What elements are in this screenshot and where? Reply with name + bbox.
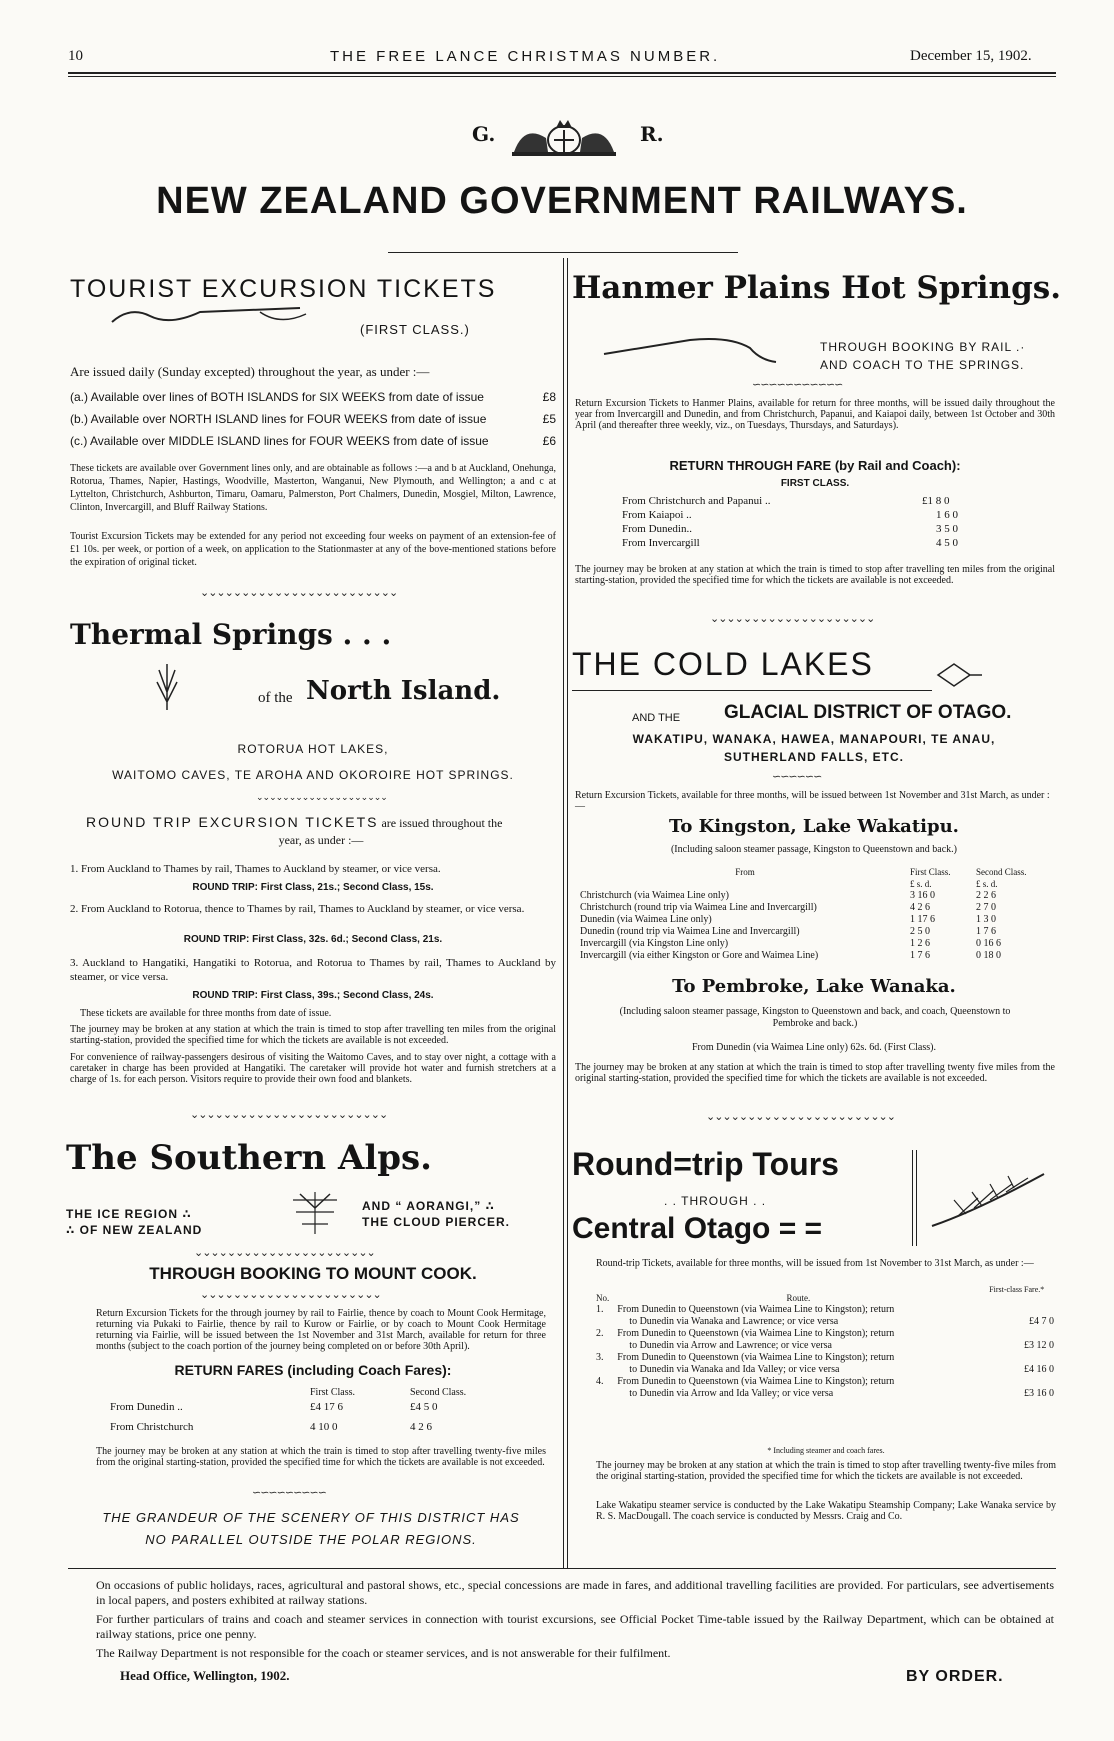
alps-note: The journey may be broken at any station at which the train is timed to stop after travelling twenty-five miles from the original starting-station, provided the specified time for which the tickets are available is not exceeded. [96, 1446, 546, 1468]
zigzag-divider: ⌄⌄⌄⌄⌄⌄⌄⌄⌄⌄⌄⌄⌄⌄⌄⌄⌄⌄⌄⌄⌄⌄⌄⌄ [200, 587, 398, 599]
round-note: The journey may be broken at any station at which the train is timed to stop after travelling twenty-five miles from the original starting-station, provided the specified time for which the tickets are available is not exceeded. [596, 1460, 1056, 1482]
zigzag-divider: ⌄⌄⌄⌄⌄⌄⌄⌄⌄⌄⌄⌄⌄⌄⌄⌄⌄⌄⌄⌄ [710, 613, 875, 625]
alps-fares-table [110, 1386, 520, 1434]
round-footnote: * Including steamer and coach fares. [767, 1446, 885, 1455]
table-row: From Dunedin .. £4 17 6 £4 5 0 [110, 1401, 438, 1413]
table-row: 3. From Dunedin to Queenstown (via Waimea Line to Kingston); return to Dunedin via Wanaka and Ida Valley; or vice versa £4 16 0 [596, 1352, 1054, 1375]
zigzag-divider: ⌄⌄⌄⌄⌄⌄⌄⌄⌄⌄⌄⌄⌄⌄⌄⌄⌄⌄⌄⌄⌄⌄⌄ [706, 1111, 895, 1123]
thermal-note-cottage: For convenience of railway-passengers desirous of visiting the Waitomo Caves, and to stay over night, a cottage with a caretaker in charge has been provided at Hangatiki. The caretaker will provide hot water and furnish stretchers at a charge of 1s. for each person. Visitors require to provide their own food and blankets. [70, 1052, 556, 1085]
tourist-item: (b.) Available over NORTH ISLAND lines for FOUR WEEKS from date of issue £5 [70, 412, 556, 426]
thermal-title: Thermal Springs . . . [70, 618, 392, 651]
hanmer-title: Hanmer Plains Hot Springs. [572, 270, 1062, 306]
tourist-intro: Are issued daily (Sunday excepted) throughout the year, as under :— [70, 364, 430, 379]
round-trip-table [596, 1284, 1054, 1400]
table-row: From Christchurch and Papanui .. £1 8 0 [622, 495, 950, 507]
thermal-of-the: of the [258, 690, 293, 706]
table-row: Invercargill (via either Kingston or Gore and Waimea Line) 1 7 6 0 18 0 [580, 950, 1001, 961]
round-title-2: Central Otago = = [572, 1212, 823, 1245]
wave-ornament: ∽∽∽∽∽∽ [772, 771, 822, 783]
table-row: From Kaiapoi .. 1 6 0 [622, 509, 958, 521]
grandeur-line2: NO PARALLEL OUTSIDE THE POLAR REGIONS. [145, 1532, 477, 1547]
by-order: BY ORDER. [906, 1668, 1004, 1685]
title-rule [572, 690, 932, 691]
page-number: 10 [68, 48, 83, 64]
round-intro: Round-trip Tickets, available for three months, will be issued from 1st November to 31st March, as under :— [596, 1258, 1034, 1269]
table-row: 4. From Dunedin to Queenstown (via Waimea Line to Kingston); return to Dunedin via Arrow and Ida Valley; or vice versa £3 16 0 [596, 1376, 1054, 1399]
flourish-icon [154, 662, 180, 717]
kingston-fare-table [580, 866, 1050, 962]
table-row: First Class. Second Class. [310, 1387, 467, 1398]
footer-rule [68, 1568, 1056, 1569]
wave-ornament: ∽∽∽∽∽∽∽∽∽∽∽ [752, 379, 843, 391]
hanmer-fare-table [622, 494, 1022, 550]
alps-fares-title: RETURN FARES (including Coach Fares): [174, 1362, 452, 1378]
round-through: . . THROUGH . . [664, 1194, 767, 1208]
tourist-note-extension: Tourist Excursion Tickets may be extended for any period not exceeding four weeks on payment of an extension-fee of £1 10s. per week, or portion of a week, on application to the Stationmaster at any of the bove-mentioned stations before the expiration of original ticket. [70, 531, 556, 568]
table-row: 2. From Dunedin to Queenstown (via Waimea Line to Kingston); return to Dunedin via Arrow and Lawrence; or vice versa £3 12 0 [596, 1328, 1054, 1351]
cold-and-the: AND THE [632, 712, 681, 724]
thermal-line2: WAITOMO CAVES, TE AROHA AND OKOROIRE HOT SPRINGS. [112, 768, 514, 782]
table-row: 1. From Dunedin to Queenstown (via Waimea Line to Kingston); return to Dunedin via Wanaka and Lawrence; or vice versa £4 7 0 [596, 1304, 1054, 1327]
route-3-fare: ROUND TRIP: First Class, 39s.; Second Class, 24s. [192, 990, 434, 1001]
head-office: Head Office, Wellington, 1902. [120, 1668, 290, 1683]
header-rule [68, 72, 1056, 74]
dot-ornament: ⌄⌄⌄⌄⌄⌄⌄⌄⌄⌄⌄⌄⌄⌄⌄⌄⌄⌄⌄⌄ [256, 792, 387, 802]
steamer-note: Lake Wakatipu steamer service is conducted by the Lake Wakatipu Steamship Company; Lake Wanaka service by R. S. MacDougall. The coach service is conducted by Messrs. Craig and Co. [596, 1500, 1056, 1522]
hanmer-first-class: FIRST CLASS. [780, 478, 850, 489]
zigzag-divider: ⌄⌄⌄⌄⌄⌄⌄⌄⌄⌄⌄⌄⌄⌄⌄⌄⌄⌄⌄⌄⌄⌄ [200, 1289, 381, 1301]
hanmer-subtitle: THROUGH BOOKING BY RAIL .· AND COACH TO THE SPRINGS. [820, 340, 1026, 372]
tourist-class: (FIRST CLASS.) [360, 322, 470, 337]
kingston-including: (Including saloon steamer passage, Kingston to Queenstown and back.) [670, 844, 958, 855]
alps-title: The Southern Alps. [66, 1138, 433, 1178]
alps-right-tag: AND “ AORANGI,” ∴ THE CLOUD PIERCER. [362, 1199, 511, 1229]
kingston-heading: To Kingston, Lake Wakatipu. [669, 816, 959, 837]
mountain-ornament-icon [288, 1190, 342, 1241]
header-rule-thin [68, 76, 1056, 77]
table-row: Dunedin (round trip via Waimea Line and Invercargill) 2 5 0 1 7 6 [580, 926, 996, 937]
route-2: 2. From Auckland to Rotorua, thence to Thames by rail, Thames to Auckland by steamer, or vice versa. [70, 903, 525, 915]
pembroke-heading: To Pembroke, Lake Wanaka. [672, 976, 956, 997]
tourist-note-stations: These tickets are available over Government lines only, and are obtainable as follows :—a and b at Auckland, Onehunga, Rotorua, Thames, Napier, Hastings, Woodville, Masterton, Wanganui, New Plymouth, and Wellington; a and c at Lyttelton, Christchurch, Ashburton, Timaru, Oamaru, Palmerston, Port Chalmers, Dunedin, Mosgiel, Milton, Lawrence, Clinton, Invercargill, and Bluff Railway Stations. [70, 463, 556, 513]
table-row: No. Route. First-class Fare.* [596, 1285, 1045, 1303]
table-row: From Christchurch 4 10 0 4 2 6 [110, 1421, 432, 1433]
table-row: From Dunedin.. 3 5 0 [622, 523, 958, 535]
alps-left-tag: THE ICE REGION ∴ ∴ OF NEW ZEALAND [66, 1207, 203, 1237]
table-row: Christchurch (round trip via Waimea Line and Invercargill) 4 2 6 2 7 0 [580, 902, 996, 913]
feather-ornament-icon [928, 1170, 1048, 1235]
pembroke-fare: From Dunedin (via Waimea Line only) 62s. 6d. (First Class). [692, 1042, 936, 1053]
zigzag-divider: ⌄⌄⌄⌄⌄⌄⌄⌄⌄⌄⌄⌄⌄⌄⌄⌄⌄⌄⌄⌄⌄⌄⌄⌄ [190, 1109, 388, 1121]
table-row: Dunedin (via Waimea Line only) 1 17 6 1 3 0 [580, 914, 996, 925]
wave-ornament: ∽∽∽∽∽∽∽∽∽ [252, 1487, 326, 1499]
tourist-items [70, 390, 556, 449]
tourist-item: (a.) Available over lines of BOTH ISLANDS for SIX WEEKS from date of issue £8 [70, 390, 556, 404]
zigzag-divider: ⌄⌄⌄⌄⌄⌄⌄⌄⌄⌄⌄⌄⌄⌄⌄⌄⌄⌄⌄⌄⌄⌄ [194, 1247, 375, 1259]
route-1: 1. From Auckland to Thames by rail, Thames to Auckland by steamer, or vice versa. [70, 863, 441, 875]
thermal-line1: ROTORUA HOT LAKES, [237, 742, 389, 756]
box-rule-2 [916, 1150, 917, 1246]
scroll-ornament-icon [600, 334, 780, 369]
flourish-icon [934, 660, 984, 695]
table-row: From Invercargill 4 5 0 [622, 537, 958, 549]
route-2-fare: ROUND TRIP: First Class, 32s. 6d.; Second Class, 21s. [183, 934, 443, 945]
title-rule [388, 252, 738, 253]
hanmer-paragraph: Return Excursion Tickets to Hanmer Plains, available for return for three months, will be issued daily throughout the year from Invercargill and Dunedin, and from Christchurch, Papanui, and Kaiapoi daily, between 1st October and 30th April (and thereafter three weekly, viz., on Tuesdays, Thursdays, and Saturdays). [575, 398, 1055, 431]
footer-timetable: For further particulars of trains and coach and steamer services in connection with tourist excursions, see Official Pocket Time-table issued by the Railway Department, which can be obtained at railway stations, price one penny. [96, 1612, 1054, 1641]
publication-title: THE FREE LANCE CHRISTMAS NUMBER. [330, 48, 721, 65]
cold-lakes-title: THE COLD LAKES [572, 646, 874, 682]
cold-note: The journey may be broken at any station at which the train is timed to stop after travelling twenty five miles from the original starting-station, provided the specified time for which the tickets are available is not exceeded. [575, 1062, 1055, 1084]
footer-responsibility: The Railway Department is not responsible for the coach or steamer services, and is not answerable for their fulfilment. [96, 1646, 671, 1660]
column-divider [563, 258, 564, 1568]
cold-paragraph: Return Excursion Tickets, available for three months, will be issued between 1st November and 31st March, as under :— [575, 790, 1050, 812]
hanmer-note: The journey may be broken at any station at which the train is timed to stop after travelling ten miles from the original starting-station, provided the specified time for which the tickets are available is not exceeded. [575, 564, 1055, 586]
route-1-fare: ROUND TRIP: First Class, 21s.; Second Class, 15s. [192, 882, 434, 893]
column-divider-2 [567, 258, 568, 1568]
pembroke-including: (Including saloon steamer passage, Kingston to Queenstown and back, and coach, Queenstown to Pembroke and back.) [619, 1006, 1011, 1029]
box-rule [912, 1150, 913, 1246]
crest-letter-g: G. [472, 122, 496, 146]
table-row: From First Class. Second Class. [735, 867, 1027, 877]
alps-paragraph: Return Excursion Tickets for the through journey by rail to Fairlie, thence by coach to Mount Cook Hermitage, returning via Pukaki to Fairlie, thence by rail to Kurow or Fairlie, or by coach to Mount Cook Hermitage returning via Fairlie, will be issued between the 1st November and 31st March, available for return for three months (subject to the coach portion of the journey being completed on or before 30th April). [96, 1308, 546, 1352]
cold-lakes-line2: SUTHERLAND FALLS, ETC. [724, 750, 904, 764]
tourist-item: (c.) Available over MIDDLE ISLAND lines for FOUR WEEKS from date of issue £6 [70, 434, 556, 448]
round-trip-intro: ROUND TRIP EXCURSION TICKETS are issued throughout the year, as under :— [86, 814, 503, 847]
main-title: NEW ZEALAND GOVERNMENT RAILWAYS. [156, 180, 968, 222]
grandeur-line1: THE GRANDEUR OF THE SCENERY OF THIS DISTRICT HAS [102, 1510, 520, 1525]
route-3: 3. Auckland to Hangatiki, Hangatiki to Rotorua, and Rotorua to Thames by rail, Thames to Auckland by steamer, or vice versa. [70, 957, 556, 983]
hanmer-fare-title: RETURN THROUGH FARE (by Rail and Coach): [669, 458, 961, 473]
page-date: December 15, 1902. [910, 48, 1032, 64]
cold-lakes-line1: WAKATIPU, WANAKA, HAWEA, MANAPOURI, TE ANAU, [632, 732, 996, 746]
thermal-note-validity: These tickets are available for three months from date of issue. [80, 1008, 332, 1019]
crest-letter-r: R. [640, 122, 664, 146]
thermal-north-island: North Island. [306, 676, 501, 706]
scroll-ornament-icon [110, 304, 310, 333]
table-row: Invercargill (via Kingston Line only) 1 2 6 0 16 6 [580, 938, 1001, 949]
tourist-title: TOURIST EXCURSION TICKETS [70, 275, 497, 303]
cold-glacial: GLACIAL DISTRICT OF OTAGO. [724, 702, 1012, 723]
table-row: £ s. d. £ s. d. [910, 879, 998, 889]
thermal-note-journey: The journey may be broken at any station at which the train is timed to stop after travelling ten miles from the original starting-station, provided the specified time for which the tickets are available is not exceeded. [70, 1024, 556, 1046]
footer-holidays: On occasions of public holidays, races, agricultural and pastoral shows, etc., special concessions are made in fares, and additional travelling facilities are provided. For particulars, see advertisements in local papers, and posters exhibited at railway stations. [96, 1578, 1054, 1607]
royal-crest-icon [504, 110, 624, 163]
alps-booking: THROUGH BOOKING TO MOUNT COOK. [149, 1264, 477, 1283]
round-title: Round=trip Tours [572, 1146, 839, 1182]
table-row: Christchurch (via Waimea Line only) 3 16 0 2 2 6 [580, 890, 996, 901]
